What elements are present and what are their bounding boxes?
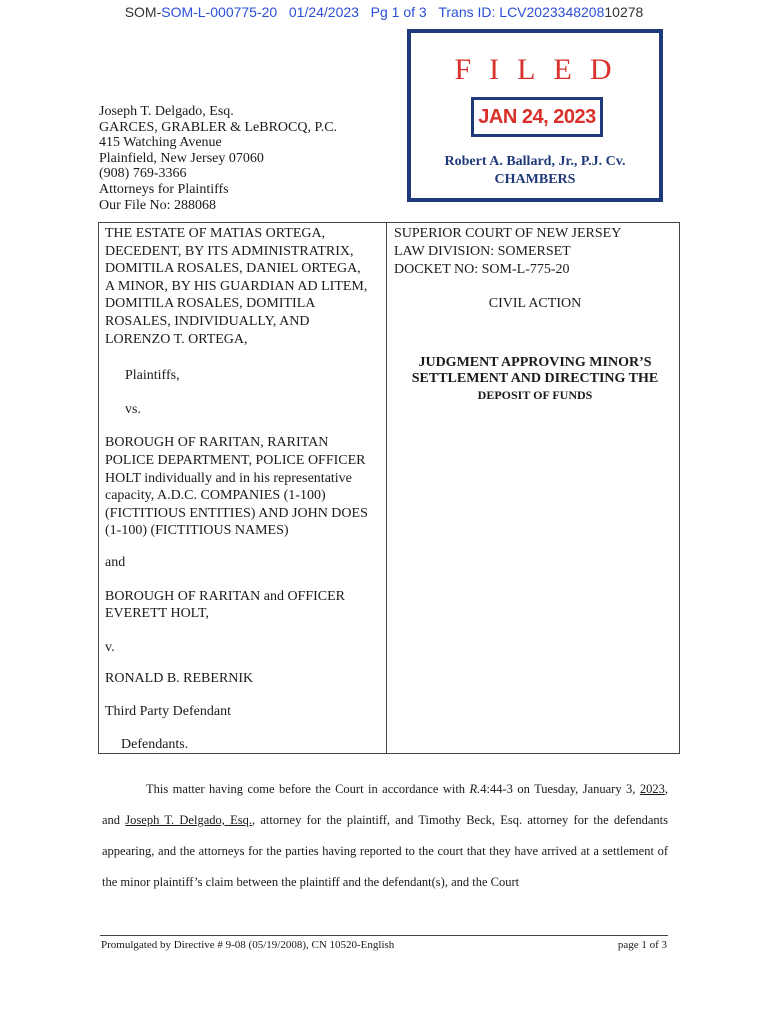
- court-line: LAW DIVISION: SOMERSET: [394, 244, 571, 259]
- plaintiff-line: DOMITILA ROSALES, DOMITILA: [105, 296, 316, 312]
- stamp-judge: [411, 153, 659, 189]
- judgment-title-line: JUDGMENT APPROVING MINOR’S: [418, 355, 652, 370]
- caption-court: [394, 225, 676, 403]
- body-text: , and: [102, 782, 668, 827]
- defendant-line: POLICE DEPARTMENT, POLICE OFFICER: [105, 452, 366, 468]
- caption-parties: [105, 225, 383, 754]
- defendants-label: Defendants.: [121, 737, 189, 753]
- civil-action-label: CIVIL ACTION: [488, 296, 582, 311]
- attorney-name: Joseph T. Delgado, Esq.: [125, 813, 252, 827]
- court-line: SUPERIOR COURT OF NEW JERSEY: [394, 226, 622, 241]
- stamp-judge-name: Robert A. Ballard, Jr., P.J. Cv.: [444, 154, 626, 169]
- body-text: This matter having come before the Court in accordance with: [146, 782, 470, 796]
- attorney-block: [99, 104, 337, 213]
- defendant-line: (1-100) (FICTITIOUS NAMES): [105, 523, 289, 539]
- footer-page-number: page 1 of 3: [617, 939, 667, 951]
- header-docket: SOM-L-000775-20: [161, 4, 278, 20]
- judgment-title: [394, 355, 676, 403]
- defendant-line: BOROUGH OF RARITAN, RARITAN: [105, 435, 329, 451]
- attorney-line: Our File No: 288068: [99, 197, 217, 213]
- body-text: , attorney for the plaintiff, and Timothy Beck, Esq. attorney for the defendants appearing, and the attorneys for the parties having reported to the court that they have arrived at a settlement of the minor plaintiff’s claim between the plaintiff and the defendant(s), and the Court: [102, 813, 669, 889]
- plaintiff-line: THE ESTATE OF MATIAS ORTEGA,: [105, 226, 326, 241]
- header-trans-id: Trans ID: LCV2023348208: [438, 4, 605, 20]
- defendant-line: HOLT individually and in his representative: [105, 470, 352, 486]
- hearing-year: 2023: [639, 782, 665, 796]
- defendant-line: (FICTITIOUS ENTITIES) AND JOHN DOES: [105, 505, 368, 521]
- attorney-line: (908) 769-3366: [99, 166, 187, 182]
- third-party-plaintiff-line: EVERETT HOLT,: [105, 606, 209, 622]
- footer-directive: Promulgated by Directive # 9-08 (05/19/2008), CN 10520-English: [101, 939, 395, 951]
- body-paragraph: [102, 774, 668, 898]
- third-party-plaintiff-line: BOROUGH OF RARITAN and OFFICER: [105, 588, 346, 604]
- attorney-line: Joseph T. Delgado, Esq.: [99, 104, 234, 119]
- stamp-date-box: [471, 97, 603, 137]
- judgment-title-line: DEPOSIT OF FUNDS: [477, 388, 593, 402]
- plaintiff-line: A MINOR, BY HIS GUARDIAN AD LITEM,: [105, 278, 368, 294]
- header-date: 01/24/2023: [288, 4, 359, 20]
- attorney-line: Attorneys for Plaintiffs: [99, 181, 229, 197]
- footer-rule: [100, 935, 668, 936]
- body-text: 4:44-3 on Tuesday, January 3,: [480, 782, 636, 796]
- attorney-line: 415 Watching Avenue: [99, 135, 222, 151]
- third-party-defendant-name: RONALD B. REBERNIK: [105, 671, 254, 687]
- attorney-line: GARCES, GRABLER & LeBROCQ, P.C.: [99, 119, 338, 135]
- court-line: DOCKET NO: SOM-L-775-20: [394, 262, 570, 277]
- plaintiff-line: ROSALES, INDIVIDUALLY, AND: [105, 313, 310, 329]
- stamp-filed-text: FILED: [454, 53, 630, 86]
- caption-divider: [386, 223, 387, 753]
- and-label: and: [105, 554, 126, 570]
- plaintiff-line: LORENZO T. ORTEGA,: [105, 331, 248, 347]
- stamp-chambers: CHAMBERS: [494, 172, 576, 187]
- attorney-line: Plainfield, New Jersey 07060: [99, 150, 264, 166]
- efiling-header: [0, 4, 768, 20]
- versus-label: vs.: [125, 401, 141, 417]
- defendant-line: capacity, A.D.C. COMPANIES (1-100): [105, 488, 326, 504]
- third-party-defendant-label: Third Party Defendant: [105, 703, 231, 719]
- header-prefix: SOM-: [124, 4, 162, 20]
- header-suffix: 10278: [604, 4, 644, 20]
- rule-prefix: R.: [469, 782, 481, 796]
- stamp-date: JAN 24, 2023: [478, 105, 596, 128]
- plaintiffs-label: Plaintiffs,: [125, 368, 180, 384]
- case-caption: [98, 222, 680, 754]
- judgment-title-line: SETTLEMENT AND DIRECTING THE: [411, 371, 659, 386]
- filed-stamp: [407, 29, 663, 202]
- plaintiff-line: DOMITILA ROSALES, DANIEL ORTEGA,: [105, 261, 361, 277]
- header-page: Pg 1 of 3: [370, 4, 427, 20]
- v-label: v.: [105, 639, 115, 655]
- plaintiff-line: DECEDENT, BY ITS ADMINISTRATRIX,: [105, 243, 354, 259]
